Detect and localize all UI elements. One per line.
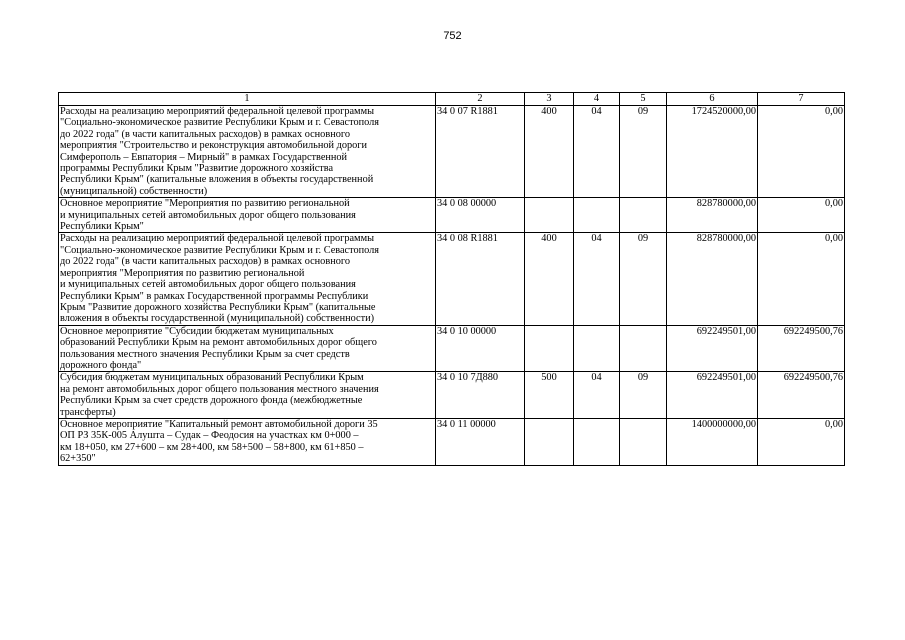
- row-amount-col7: 692249500,76: [758, 325, 845, 372]
- table-row: [59, 372, 845, 419]
- row-description: [59, 198, 436, 233]
- description-line: Симферополь – Евпатория – Мирный" в рамках Государственной: [60, 151, 348, 163]
- header-cell: 4: [574, 93, 620, 106]
- description-line: образований Республики Крым на ремонт автомобильных дорог общего: [60, 337, 377, 349]
- row-code: 34 0 08 00000: [436, 198, 525, 233]
- description-line: "Социально-экономическое развитие Республики Крым и г. Севастополя: [60, 244, 380, 256]
- table-row: [59, 198, 845, 233]
- row-subsection: 09: [620, 233, 667, 325]
- description-line: Основное мероприятие "Капитальный ремонт автомобильной дороги 35: [60, 418, 378, 430]
- header-cell: 6: [667, 93, 758, 106]
- row-amount-col7: 0,00: [758, 233, 845, 325]
- row-amount-col7: 0,00: [758, 198, 845, 233]
- row-expense-type: [525, 198, 574, 233]
- row-description: [59, 372, 436, 419]
- row-amount-col6: 1400000000,00: [667, 418, 758, 465]
- budget-table: [58, 92, 845, 466]
- description-line: и муниципальных сетей автомобильных дорог общего пользования: [60, 279, 356, 291]
- description-line: пользования местного значения Республики Крым за счет средств: [60, 348, 350, 360]
- description-line: до 2022 года" (в части капитальных расходов) в рамках основного: [60, 256, 350, 268]
- description-line: мероприятия "Строительство и реконструкция автомобильной дороги: [60, 140, 368, 152]
- header-cell: 7: [758, 93, 845, 106]
- description-line: Основное мероприятие "Мероприятия по развитию региональной: [60, 198, 350, 210]
- description-line: Субсидия бюджетам муниципальных образований Республики Крым: [60, 372, 364, 384]
- row-amount-col7: 0,00: [758, 106, 845, 198]
- description-line: Основное мероприятие "Субсидии бюджетам муниципальных: [60, 325, 334, 337]
- row-description: [59, 106, 436, 198]
- row-amount-col6: 828780000,00: [667, 198, 758, 233]
- page-number: 752: [443, 30, 462, 42]
- header-cell: 5: [620, 93, 667, 106]
- row-expense-type: [525, 418, 574, 465]
- description-line: дорожного фонда": [60, 359, 142, 371]
- row-expense-type: [525, 325, 574, 372]
- description-line: и муниципальных сетей автомобильных дорог общего пользования: [60, 209, 356, 221]
- row-section: [574, 325, 620, 372]
- description-line: км 18+050, км 27+600 – км 28+400, км 58+500 – 58+800, км 61+850 –: [60, 441, 364, 453]
- description-line: вложения в объекты государственной (муниципальной) собственности): [60, 313, 375, 325]
- description-line: трансферты): [60, 406, 116, 418]
- row-code: 34 0 10 7Д880: [436, 372, 525, 419]
- row-code: 34 0 11 00000: [436, 418, 525, 465]
- row-subsection: [620, 418, 667, 465]
- table-row: [59, 418, 845, 465]
- description-line: "Социально-экономическое развитие Республики Крым и г. Севастополя: [60, 117, 380, 129]
- row-section: 04: [574, 233, 620, 325]
- row-subsection: 09: [620, 372, 667, 419]
- description-line: Крым "Развитие дорожного хозяйства Республики Крым" (капитальные: [60, 301, 376, 313]
- row-section: 04: [574, 106, 620, 198]
- row-amount-col6: 692249501,00: [667, 372, 758, 419]
- row-expense-type: 400: [525, 106, 574, 198]
- row-amount-col7: 0,00: [758, 418, 845, 465]
- row-subsection: [620, 198, 667, 233]
- description-line: Республики Крым за счет средств дорожного фонда (межбюджетные: [60, 395, 363, 407]
- description-line: 62+350": [60, 453, 96, 465]
- description-line: (муниципальной) собственности): [60, 185, 208, 197]
- table-row: [59, 325, 845, 372]
- row-description: [59, 325, 436, 372]
- row-subsection: 09: [620, 106, 667, 198]
- description-line: программы Республики Крым "Развитие дорожного хозяйства: [60, 163, 334, 175]
- description-line: мероприятия "Мероприятия по развитию региональной: [60, 267, 305, 279]
- row-section: [574, 198, 620, 233]
- description-line: Республики Крым": [60, 221, 144, 233]
- row-code: 34 0 08 R1881: [436, 233, 525, 325]
- header-cell: 3: [525, 93, 574, 106]
- header-cell: 1: [59, 93, 436, 106]
- row-description: [59, 233, 436, 325]
- row-section: 04: [574, 372, 620, 419]
- row-expense-type: 400: [525, 233, 574, 325]
- header-cell: 2: [436, 93, 525, 106]
- description-line: до 2022 года" (в части капитальных расходов) в рамках основного: [60, 128, 350, 140]
- table-row: [59, 233, 845, 325]
- row-amount-col6: 1724520000,00: [667, 106, 758, 198]
- description-line: на ремонт автомобильных дорог общего пользования местного значения: [60, 383, 379, 395]
- row-code: 34 0 07 R1881: [436, 106, 525, 198]
- table-body: [59, 106, 845, 466]
- row-amount-col6: 692249501,00: [667, 325, 758, 372]
- header-row: [59, 93, 845, 106]
- description-line: Расходы на реализацию мероприятий федеральной целевой программы: [60, 106, 375, 117]
- description-line: ОП РЗ 35К-005 Алушта – Судак – Феодосия на участках км 0+000 –: [60, 430, 359, 442]
- row-expense-type: 500: [525, 372, 574, 419]
- row-amount-col6: 828780000,00: [667, 233, 758, 325]
- description-line: Республики Крым" (капитальные вложения в объекты государственной: [60, 174, 374, 186]
- row-subsection: [620, 325, 667, 372]
- description-line: Расходы на реализацию мероприятий федеральной целевой программы: [60, 233, 375, 245]
- row-section: [574, 418, 620, 465]
- row-code: 34 0 10 00000: [436, 325, 525, 372]
- table-row: [59, 106, 845, 198]
- description-line: Республики Крым" в рамках Государственной программы Республики: [60, 290, 369, 302]
- row-amount-col7: 692249500,76: [758, 372, 845, 419]
- row-description: [59, 418, 436, 465]
